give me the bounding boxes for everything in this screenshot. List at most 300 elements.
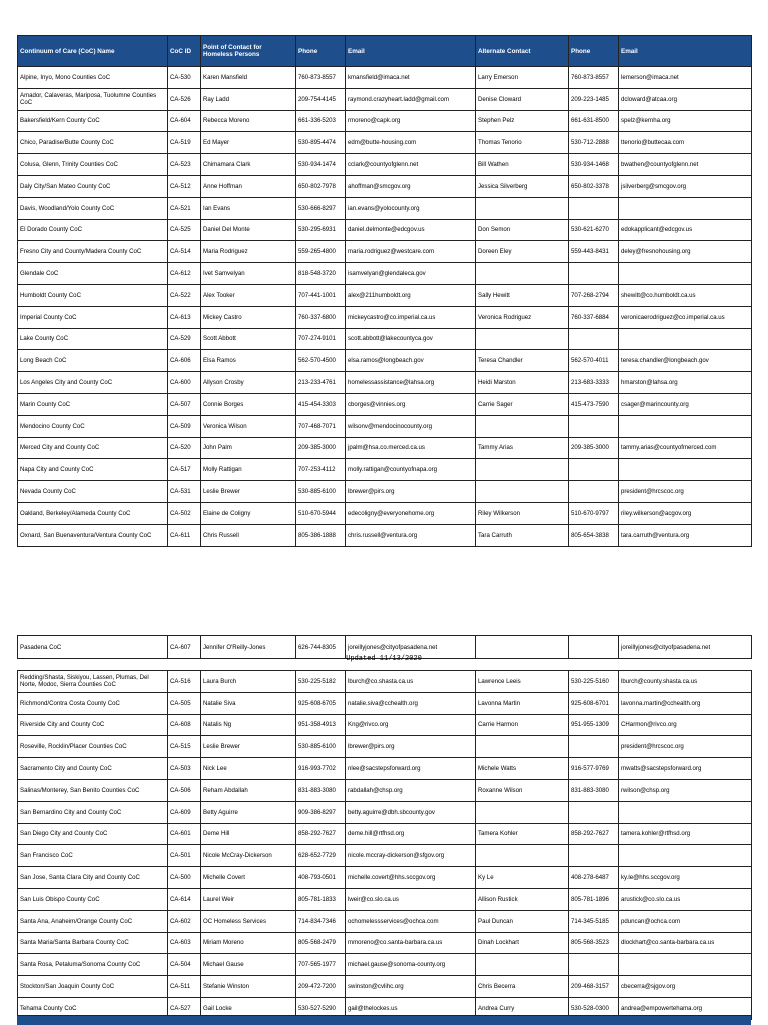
cell-contact: Daniel Del Monte [201,219,296,241]
updated-note: Updated 11/13/2020 [346,655,422,663]
cell-alt-phone: 510-670-9797 [569,502,619,524]
cell-email: molly.rattigan@countyofnapa.org [346,459,476,481]
cell-email: wilsonv@mendocinocounty.org [346,415,476,437]
cell-contact: Karen Mansfield [201,67,296,89]
cell-coc-name: Imperial County CoC [18,306,168,328]
cell-email: lbrewer@pirs.org [346,736,476,758]
cell-phone: 213-233-4761 [296,372,346,394]
cell-coc-name: Stockton/San Joaquin County CoC [18,976,168,998]
table-row [18,888,752,910]
cell-email: daniel.delmonte@edcgov.us [346,219,476,241]
cell-email: chris.russell@ventura.org [346,524,476,546]
cell-alt-phone: 805-781-1896 [569,888,619,910]
cell-alt-email: tara.carruth@ventura.org [619,524,752,546]
cell-phone: 510-670-5944 [296,502,346,524]
cell-coc-name: Roseville, Rocklin/Placer Counties CoC [18,736,168,758]
cell-coc-id: CA-506 [168,779,201,801]
cell-coc-name: San Francisco CoC [18,845,168,867]
table-row [18,714,752,736]
cell-contact: Nicole McCray-Dickerson [201,845,296,867]
cell-coc-name: Santa Rosa, Petaluma/Sonoma County CoC [18,954,168,976]
cell-alt-email [619,415,752,437]
cell-coc-id: CA-531 [168,481,201,503]
cell-phone: 559-265-4800 [296,241,346,263]
cell-phone: 858-292-7627 [296,823,346,845]
cell-alt-email: shewitt@co.humboldt.ca.us [619,284,752,306]
coc-contact-table-top [17,35,751,547]
cell-coc-id: CA-613 [168,306,201,328]
cell-alt-phone: 530-621-6270 [569,219,619,241]
cell-contact: Veronica Wilson [201,415,296,437]
cell-email: betty.aguirre@dbh.sbcounty.gov [346,801,476,823]
cell-coc-name: Daly City/San Mateo County CoC [18,175,168,197]
table-row [18,502,752,524]
cell-coc-name: Sacramento City and County CoC [18,758,168,780]
cell-email: cborges@vinnies.org [346,393,476,415]
cell-phone: 805-386-1888 [296,524,346,546]
cell-alt-contact: Thomas Tenorio [476,132,569,154]
table-row [18,736,752,758]
cell-alt-email [619,801,752,823]
table-row [18,954,752,976]
cell-coc-name: Colusa, Glenn, Trinity Counties CoC [18,154,168,176]
cell-email: rmoreno@capk.org [346,110,476,132]
cell-alt-email [619,954,752,976]
table-row [18,932,752,954]
cell-coc-name: Amador, Calaveras, Mariposa, Tuolumne Counties CoC [18,88,168,110]
cell-contact: Nick Lee [201,758,296,780]
cell-contact: Stefanie Winston [201,976,296,998]
cell-email: michael.gause@sonoma-county.org [346,954,476,976]
cell-phone: 562-570-4500 [296,350,346,372]
cell-email: Kng@rivco.org [346,714,476,736]
table-row [18,671,752,693]
cell-contact: Laura Burch [201,671,296,693]
cell-contact: Jennifer O'Reilly-Jones [201,636,296,659]
cell-alt-email: cbecerra@sjgov.org [619,976,752,998]
cell-alt-contact: Lawrence Leeis [476,671,569,693]
cell-alt-email: joreillyjones@cityofpasadena.net [619,636,752,659]
cell-coc-id: CA-530 [168,67,201,89]
cell-alt-phone: 805-654-3838 [569,524,619,546]
cell-alt-email: lburch@county.shasta.ca.us [619,671,752,693]
cell-alt-email: tammy.arias@countyofmerced.com [619,437,752,459]
cell-coc-id: CA-601 [168,823,201,845]
cell-contact: OC Homeless Services [201,910,296,932]
cell-phone: 530-527-5290 [296,997,346,1019]
table-row [18,415,752,437]
table-row [18,284,752,306]
cell-contact: Alex Tooker [201,284,296,306]
cell-alt-phone: 831-883-3080 [569,779,619,801]
cell-alt-contact [476,736,569,758]
cell-phone: 916-993-7702 [296,758,346,780]
cell-email: lweir@co.slo.ca.us [346,888,476,910]
cell-alt-contact: Heidi Marston [476,372,569,394]
cell-email: edecoligny@everyonehome.org [346,502,476,524]
cell-email: nicole.mccray-dickerson@sfgov.org [346,845,476,867]
cell-contact: Deme Hill [201,823,296,845]
cell-coc-id: CA-529 [168,328,201,350]
cell-alt-phone: 209-385-3000 [569,437,619,459]
cell-alt-phone: 925-608-6701 [569,692,619,714]
table-row [18,219,752,241]
cell-email: joreillyjones@cityofpasadena.net [346,636,476,659]
cell-coc-name: Davis, Woodland/Yolo County CoC [18,197,168,219]
cell-alt-email [619,263,752,285]
cell-phone: 805-568-2479 [296,932,346,954]
cell-coc-id: CA-511 [168,976,201,998]
cell-alt-email [619,459,752,481]
cell-phone: 530-895-4474 [296,132,346,154]
cell-coc-name: Oxnard, San Buenaventura/Ventura County CoC [18,524,168,546]
cell-alt-phone: 530-934-1468 [569,154,619,176]
cell-phone: 530-885-6100 [296,736,346,758]
table-row [18,910,752,932]
cell-alt-contact [476,263,569,285]
table-row [18,175,752,197]
cell-alt-contact: Denise Cloward [476,88,569,110]
table-row [18,845,752,867]
cell-alt-contact: Tammy Arias [476,437,569,459]
cell-contact: Chimamara Clark [201,154,296,176]
table-row [18,241,752,263]
cell-contact: Maria Rodriguez [201,241,296,263]
cell-coc-id: CA-603 [168,932,201,954]
cell-alt-email: lemerson@imaca.net [619,67,752,89]
header-email: Email [346,36,476,67]
cell-alt-email: CHarmon@rivco.org [619,714,752,736]
cell-coc-name: Los Angeles City and County CoC [18,372,168,394]
cell-alt-phone [569,954,619,976]
cell-coc-name: Santa Ana, Anaheim/Orange County CoC [18,910,168,932]
cell-alt-phone: 213-683-3333 [569,372,619,394]
cell-coc-id: CA-512 [168,175,201,197]
cell-coc-name: Salinas/Monterey, San Benito Counties CoC [18,779,168,801]
cell-phone: 415-454-3303 [296,393,346,415]
cell-contact: Laurel Weir [201,888,296,910]
cell-email: nlee@sacstepsforward.org [346,758,476,780]
cell-contact: Connie Borges [201,393,296,415]
cell-contact: Molly Rattigan [201,459,296,481]
cell-email: maria.rodriguez@westcare.com [346,241,476,263]
table-row [18,976,752,998]
cell-email: deme.hill@rtfhsd.org [346,823,476,845]
cell-phone: 707-253-4112 [296,459,346,481]
cell-alt-email: arustick@co.slo.ca.us [619,888,752,910]
cell-alt-contact [476,801,569,823]
table-row [18,758,752,780]
cell-alt-phone: 530-528-0300 [569,997,619,1019]
cell-alt-contact: Carrie Harmon [476,714,569,736]
cell-email: elsa.ramos@longbeach.gov [346,350,476,372]
cell-alt-email: dlockhart@co.santa-barbara.ca.us [619,932,752,954]
cell-alt-contact [476,845,569,867]
cell-alt-phone: 714-345-5185 [569,910,619,932]
table-row [18,823,752,845]
cell-coc-id: CA-606 [168,350,201,372]
table-row [18,372,752,394]
cell-coc-name: Long Beach CoC [18,350,168,372]
cell-email: homelessassistance@lahsa.org [346,372,476,394]
cell-alt-contact: Carrie Sager [476,393,569,415]
cell-alt-phone: 661-631-8500 [569,110,619,132]
cell-alt-contact [476,415,569,437]
cell-coc-id: CA-502 [168,502,201,524]
cell-coc-name: Riverside City and County CoC [18,714,168,736]
cell-email: ochomelessservices@ochca.com [346,910,476,932]
cell-contact: Leslie Brewer [201,736,296,758]
cell-email: mmoreno@co.santa-barbara.ca.us [346,932,476,954]
cell-alt-phone [569,801,619,823]
cell-alt-contact: Larry Emerson [476,67,569,89]
cell-alt-phone: 562-570-4011 [569,350,619,372]
cell-coc-name: San Bernardino City and County CoC [18,801,168,823]
cell-email: ahoffman@smcgov.org [346,175,476,197]
table-row [18,110,752,132]
cell-alt-contact [476,459,569,481]
cell-email: ian.evans@yolocounty.org [346,197,476,219]
cell-alt-phone: 408-278-6487 [569,867,619,889]
cell-contact: Ray Ladd [201,88,296,110]
cell-alt-contact: Doreen Eley [476,241,569,263]
cell-contact: Gail Locke [201,997,296,1019]
cell-phone: 760-873-8557 [296,67,346,89]
cell-alt-email: andrea@empowertehama.org [619,997,752,1019]
table-row [18,263,752,285]
cell-email: cclark@countyofglenn.net [346,154,476,176]
cell-coc-id: CA-602 [168,910,201,932]
cell-alt-contact: Veronica Rodriguez [476,306,569,328]
cell-coc-name: Napa City and County CoC [18,459,168,481]
cell-alt-contact: Dinah Lockhart [476,932,569,954]
table-row [18,197,752,219]
cell-alt-email: deley@fresnohousing.org [619,241,752,263]
cell-coc-name: Santa Maria/Santa Barbara County CoC [18,932,168,954]
cell-alt-phone [569,736,619,758]
cell-coc-id: CA-507 [168,393,201,415]
cell-alt-phone: 650-802-3378 [569,175,619,197]
cell-phone: 408-793-0501 [296,867,346,889]
table-row [18,481,752,503]
cell-email: raymond.crazyheart.ladd@gmail.com [346,88,476,110]
cell-alt-email: jsilverberg@smcgov.org [619,175,752,197]
table-row [18,867,752,889]
cell-email: isamvelyan@glendaleca.gov [346,263,476,285]
cell-email: mickeycastro@co.imperial.ca.us [346,306,476,328]
cell-alt-phone: 760-873-8557 [569,67,619,89]
cell-coc-id: CA-501 [168,845,201,867]
cell-alt-phone: 530-712-2888 [569,132,619,154]
cell-phone: 209-754-4145 [296,88,346,110]
cell-alt-contact: Sally Hewitt [476,284,569,306]
cell-coc-id: CA-521 [168,197,201,219]
table-row [18,67,752,89]
cell-contact: Chris Russell [201,524,296,546]
cell-contact: Ivet Samvelyan [201,263,296,285]
cell-coc-name: Redding/Shasta, Siskiyou, Lassen, Plumas, Del Norte, Modoc, Sierra Counties CoC [18,671,168,693]
cell-contact: Leslie Brewer [201,481,296,503]
cell-phone: 530-295-6931 [296,219,346,241]
cell-contact: Anne Hoffman [201,175,296,197]
cell-coc-id: CA-509 [168,415,201,437]
cell-contact: Elsa Ramos [201,350,296,372]
cell-coc-id: CA-607 [168,636,201,659]
cell-contact: Natalis Ng [201,714,296,736]
cell-alt-email: hmarston@lahsa.org [619,372,752,394]
cell-coc-name: Alpine, Inyo, Mono Counties CoC [18,67,168,89]
cell-alt-email: president@hrcscoc.org [619,736,752,758]
cell-email: rabdallah@chsp.org [346,779,476,801]
cell-coc-id: CA-505 [168,692,201,714]
cell-alt-contact: Allison Rustick [476,888,569,910]
cell-contact: Miriam Moreno [201,932,296,954]
cell-alt-contact: Bill Wathen [476,154,569,176]
cell-coc-id: CA-523 [168,154,201,176]
table-row [18,306,752,328]
cell-contact: Michelle Covert [201,867,296,889]
cell-alt-email [619,197,752,219]
table-row [18,524,752,546]
cell-email: scott.abbott@lakecountyca.gov [346,328,476,350]
cell-alt-email: mwatts@sacstepsforward.org [619,758,752,780]
cell-email: alex@211humboldt.org [346,284,476,306]
cell-alt-email: ttenorio@buttecaa.com [619,132,752,154]
cell-alt-email: bwathen@countyofglenn.net [619,154,752,176]
cell-coc-name: Tehama County CoC [18,997,168,1019]
cell-email: lbrewer@pirs.org [346,481,476,503]
cell-alt-phone: 209-468-3157 [569,976,619,998]
cell-coc-name: Marin County CoC [18,393,168,415]
cell-alt-email: dcloward@atcaa.org [619,88,752,110]
cell-contact: Ed Mayer [201,132,296,154]
cell-alt-email: edokapplicant@edcgov.us [619,219,752,241]
cell-alt-email: president@hrcscoc.org [619,481,752,503]
cell-alt-email: veronicaerodriguez@co.imperial.ca.us [619,306,752,328]
cell-contact: John Palm [201,437,296,459]
cell-alt-email: rwilson@chsp.org [619,779,752,801]
cell-alt-phone: 916-577-9769 [569,758,619,780]
cell-phone: 530-666-8297 [296,197,346,219]
cell-coc-id: CA-516 [168,671,201,693]
cell-contact: Scott Abbott [201,328,296,350]
header-row [18,36,752,67]
table-body-bottom [18,671,752,1020]
cell-coc-name: Chico, Paradise/Butte County CoC [18,132,168,154]
cell-email: edm@butte-housing.com [346,132,476,154]
cell-email: jpalm@hsa.co.merced.ca.us [346,437,476,459]
cell-contact: Natalie Siva [201,692,296,714]
header-point-of-contact: Point of Contact for Homeless Persons [201,36,296,67]
cell-coc-name: Mendocino County CoC [18,415,168,437]
cell-alt-phone [569,459,619,481]
table-row [18,692,752,714]
cell-alt-email: lavonna.martin@cchealth.org [619,692,752,714]
cell-phone: 650-802-7978 [296,175,346,197]
cell-alt-email: spelz@kernha.org [619,110,752,132]
cell-contact: Elaine de Coligny [201,502,296,524]
cell-coc-id: CA-525 [168,219,201,241]
cell-email: swinston@cvlihc.org [346,976,476,998]
table-row [18,154,752,176]
cell-phone: 925-608-6705 [296,692,346,714]
cell-alt-contact: Jessica Silverberg [476,175,569,197]
cell-alt-phone: 209-223-1485 [569,88,619,110]
cell-alt-phone: 805-568-3523 [569,932,619,954]
cell-coc-id: CA-609 [168,801,201,823]
cell-alt-email: ky.le@hhs.sccgov.org [619,867,752,889]
cell-coc-id: CA-519 [168,132,201,154]
cell-alt-phone: 559-443-8431 [569,241,619,263]
cell-phone: 707-565-1977 [296,954,346,976]
cell-alt-email: teresa.chandler@longbeach.gov [619,350,752,372]
cell-alt-email: riley.wilkerson@acgov.org [619,502,752,524]
cell-coc-name: Richmond/Contra Costa County CoC [18,692,168,714]
cell-coc-name: San Luis Obispo County CoC [18,888,168,910]
cell-alt-email [619,328,752,350]
header-coc-id: CoC ID [168,36,201,67]
cell-phone: 760-337-6800 [296,306,346,328]
cell-coc-id: CA-503 [168,758,201,780]
cell-alt-phone [569,263,619,285]
cell-coc-name: San Jose, Santa Clara City and County CoC [18,867,168,889]
cell-alt-contact: Andrea Curry [476,997,569,1019]
cell-alt-phone [569,197,619,219]
header-alternate-contact: Alternate Contact [476,36,569,67]
cell-phone: 951-358-4913 [296,714,346,736]
cell-contact: Allyson Crosby [201,372,296,394]
cell-alt-contact: Tamera Kohler [476,823,569,845]
cell-alt-contact: Lavonna Martin [476,692,569,714]
cell-alt-phone: 415-473-7590 [569,393,619,415]
cell-coc-id: CA-517 [168,459,201,481]
cell-phone: 707-274-9101 [296,328,346,350]
cell-alt-contact: Stephen Pelz [476,110,569,132]
cell-phone: 831-883-3080 [296,779,346,801]
cell-alt-contact: Riley Wilkerson [476,502,569,524]
cell-coc-id: CA-611 [168,524,201,546]
cell-coc-name: Oakland, Berkeley/Alameda County CoC [18,502,168,524]
cell-phone: 707-468-7071 [296,415,346,437]
cell-alt-contact [476,328,569,350]
cell-alt-contact [476,197,569,219]
cell-alt-phone: 858-292-7627 [569,823,619,845]
cell-coc-id: CA-600 [168,372,201,394]
cell-alt-phone: 760-337-6884 [569,306,619,328]
table-body-top [18,67,752,547]
cell-coc-name: San Diego City and County CoC [18,823,168,845]
header-alternate-phone: Phone [569,36,619,67]
cell-coc-name: Bakersfield/Kern County CoC [18,110,168,132]
cell-alt-email: csager@marincounty.org [619,393,752,415]
cell-phone: 209-472-7200 [296,976,346,998]
cell-contact: Mickey Castro [201,306,296,328]
cell-alt-contact: Teresa Chandler [476,350,569,372]
cell-alt-phone [569,328,619,350]
cell-coc-id: CA-604 [168,110,201,132]
cell-phone: 209-385-3000 [296,437,346,459]
table-row [18,132,752,154]
cell-contact: Betty Aguirre [201,801,296,823]
cell-alt-phone: 530-225-5160 [569,671,619,693]
cell-alt-phone: 707-268-2794 [569,284,619,306]
table-row [18,459,752,481]
cell-alt-contact: Chris Becerra [476,976,569,998]
table-row [18,393,752,415]
cell-alt-contact: Don Semon [476,219,569,241]
cell-alt-phone: 951-955-1309 [569,714,619,736]
cell-phone: 626-744-8305 [296,636,346,659]
